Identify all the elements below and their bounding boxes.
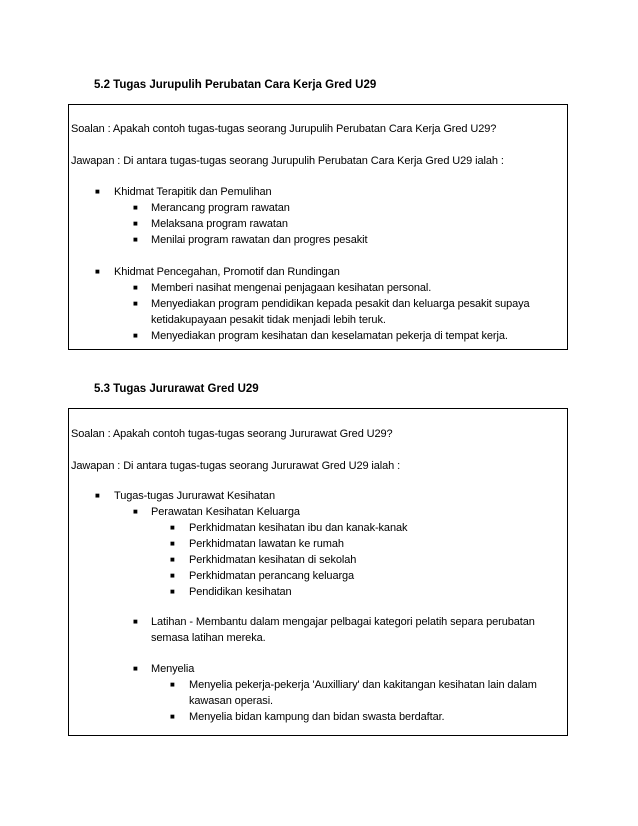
question-text: Soalan : Apakah contoh tugas-tugas seorang Jururawat Gred U29? — [71, 428, 393, 440]
list-item: Tugas-tugas Jururawat Kesihatan — [114, 490, 275, 502]
list-item: Merancang program rawatan — [151, 202, 290, 214]
answer-text: Jawapan : Di antara tugas-tugas seorang Jururawat Gred U29 ialah : — [71, 460, 401, 472]
list-item: Perkhidmatan kesihatan ibu dan kanak-kanak — [189, 522, 408, 534]
list-item: Khidmat Terapitik dan Pemulihan — [114, 186, 272, 198]
section-title: 5.2 Tugas Jurupulih Perubatan Cara Kerja Gred U29 — [94, 79, 377, 91]
square-bullet-icon: ■ — [133, 283, 138, 292]
list-item-continuation: semasa latihan mereka. — [151, 632, 266, 644]
square-bullet-icon: ■ — [170, 555, 175, 564]
square-bullet-icon: ■ — [133, 331, 138, 340]
square-bullet-icon: ■ — [133, 617, 138, 626]
list-item: Khidmat Pencegahan, Promotif dan Rundingan — [114, 266, 340, 278]
list-item: Pendidikan kesihatan — [189, 586, 292, 598]
square-bullet-icon: ■ — [133, 235, 138, 244]
square-bullet-icon: ■ — [95, 491, 100, 500]
list-item: Latihan - Membantu dalam mengajar pelbagai kategori pelatih separa perubatan — [151, 616, 535, 628]
list-item-continuation: ketidakupayaan pesakit tidak menjadi lebih teruk. — [151, 314, 386, 326]
list-item-continuation: kawasan operasi. — [189, 695, 274, 707]
square-bullet-icon: ■ — [170, 523, 175, 532]
list-item: Memberi nasihat mengenai penjagaan kesihatan personal. — [151, 282, 432, 294]
square-bullet-icon: ■ — [170, 539, 175, 548]
square-bullet-icon: ■ — [95, 187, 100, 196]
answer-text: Jawapan : Di antara tugas-tugas seorang Jurupulih Perubatan Cara Kerja Gred U29 ialah : — [71, 155, 504, 167]
list-item: Menilai program rawatan dan progres pesakit — [151, 234, 368, 246]
square-bullet-icon: ■ — [170, 680, 175, 689]
square-bullet-icon: ■ — [133, 299, 138, 308]
square-bullet-icon: ■ — [170, 571, 175, 580]
list-item: Menyelia bidan kampung dan bidan swasta berdaftar. — [189, 711, 445, 723]
list-item: Perawatan Kesihatan Keluarga — [151, 506, 300, 518]
square-bullet-icon: ■ — [133, 219, 138, 228]
list-item: Melaksana program rawatan — [151, 218, 288, 230]
list-item: Menyediakan program pendidikan kepada pesakit dan keluarga pesakit supaya — [151, 298, 530, 310]
list-item: Menyelia — [151, 663, 195, 675]
list-item: Menyelia pekerja-pekerja 'Auxilliary' dan kakitangan kesihatan lain dalam — [189, 679, 537, 691]
square-bullet-icon: ■ — [133, 664, 138, 673]
section-title: 5.3 Tugas Jururawat Gred U29 — [94, 383, 259, 395]
list-item: Perkhidmatan kesihatan di sekolah — [189, 554, 357, 566]
list-item: Menyediakan program kesihatan dan keselamatan pekerja di tempat kerja. — [151, 330, 508, 342]
question-text: Soalan : Apakah contoh tugas-tugas seorang Jurupulih Perubatan Cara Kerja Gred U29? — [71, 123, 497, 135]
square-bullet-icon: ■ — [133, 507, 138, 516]
qa-box — [68, 104, 568, 350]
square-bullet-icon: ■ — [133, 203, 138, 212]
qa-box — [68, 408, 568, 736]
square-bullet-icon: ■ — [170, 712, 175, 721]
square-bullet-icon: ■ — [170, 587, 175, 596]
list-item: Perkhidmatan lawatan ke rumah — [189, 538, 344, 550]
list-item: Perkhidmatan perancang keluarga — [189, 570, 355, 582]
square-bullet-icon: ■ — [95, 267, 100, 276]
